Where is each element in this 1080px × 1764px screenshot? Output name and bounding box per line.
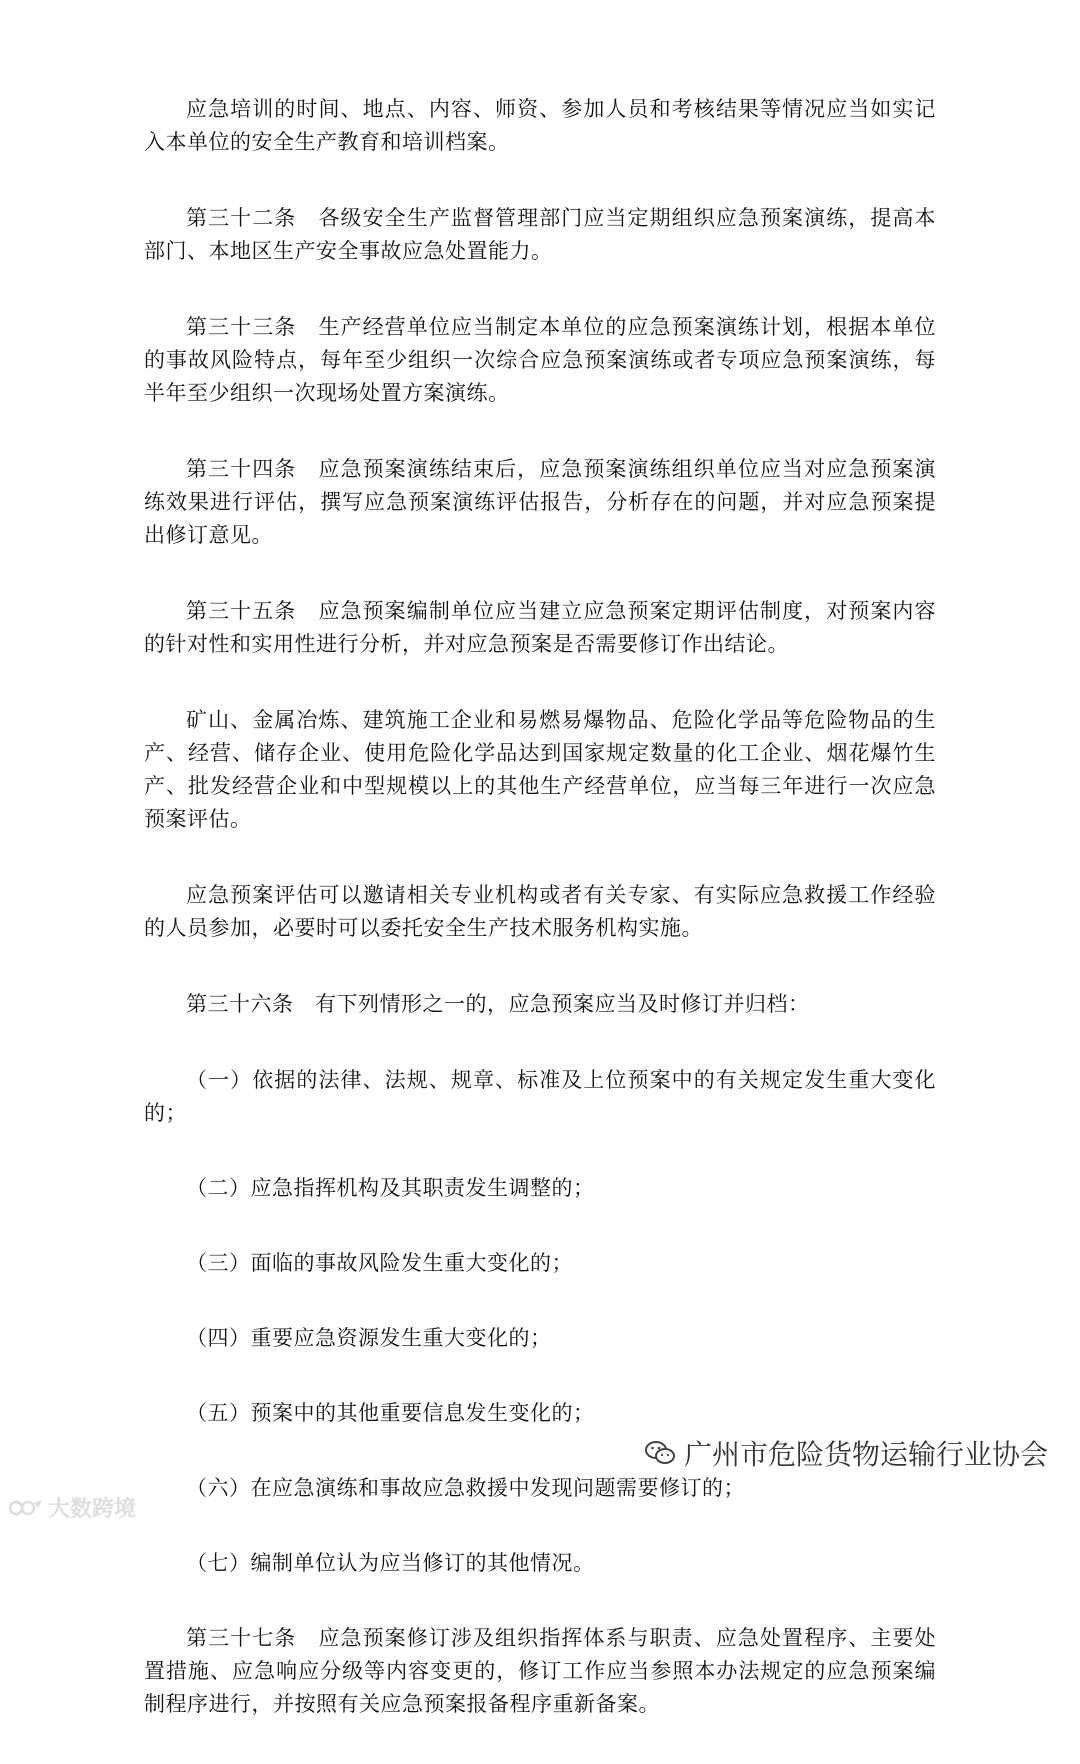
- article-34: 第三十四条 应急预案演练结束后，应急预案演练组织单位应当对应急预案演练效果进行评估，撰写应急预案演练评估报告，分析存在的问题，并对应急预案提出修订意见。: [144, 457, 936, 547]
- paragraph-evaluation-experts: 应急预案评估可以邀请相关专业机构或者有关专家、有实际应急救援工作经验的人员参加，必要时可以委托安全生产技术服务机构实施。: [144, 883, 936, 940]
- list-item-6: （六）在应急演练和事故应急救援中发现问题需要修订的；: [186, 1476, 745, 1500]
- list-item-4: （四）重要应急资源发生重大变化的；: [186, 1326, 552, 1350]
- corner-watermark: [8, 1492, 136, 1523]
- list-item-1: （一）依据的法律、法规、规章、标准及上位预案中的有关规定发生重大变化的；: [144, 1068, 936, 1125]
- bird-logo-icon: [8, 1497, 44, 1519]
- paragraph-training-records: 应急培训的时间、地点、内容、师资、参加人员和考核结果等情况应当如实记入本单位的安全生产教育和培训档案。: [144, 97, 936, 154]
- source-watermark: [644, 1433, 1048, 1473]
- list-item-5: （五）预案中的其他重要信息发生变化的；: [186, 1401, 595, 1425]
- list-item-3: （三）面临的事故风险发生重大变化的；: [186, 1251, 573, 1275]
- list-item-2: （二）应急指挥机构及其职责发生调整的；: [186, 1176, 595, 1200]
- corner-watermark-text: 大数跨境: [48, 1497, 137, 1522]
- article-32: 第三十二条 各级安全生产监督管理部门应当定期组织应急预案演练，提高本部门、本地区生产安全事故应急处置能力。: [144, 206, 936, 263]
- article-35: 第三十五条 应急预案编制单位应当建立应急预案定期评估制度，对预案内容的针对性和实用性进行分析，并对应急预案是否需要修订作出结论。: [144, 599, 936, 656]
- wechat-icon: [644, 1440, 676, 1466]
- paragraph-high-risk-enterprises: 矿山、金属冶炼、建筑施工企业和易燃易爆物品、危险化学品等危险物品的生产、经营、储存企业、使用危险化学品达到国家规定数量的化工企业、烟花爆竹生产、批发经营企业和中型规模以上的其他生产经营单位，应当每三年进行一次应急预案评估。: [144, 708, 936, 831]
- list-item-7: （七）编制单位认为应当修订的其他情况。: [186, 1551, 595, 1575]
- article-36: 第三十六条 有下列情形之一的，应急预案应当及时修订并归档：: [186, 992, 810, 1016]
- source-name: 广州市危险货物运输行业协会: [683, 1438, 1048, 1471]
- article-37: 第三十七条 应急预案修订涉及组织指挥体系与职责、应急处置程序、主要处置措施、应急响应分级等内容变更的，修订工作应当参照本办法规定的应急预案编制程序进行，并按照有关应急预案报备程序重新备案。: [144, 1626, 936, 1716]
- document-body: [144, 93, 936, 1764]
- article-33: 第三十三条 生产经营单位应当制定本单位的应急预案演练计划，根据本单位的事故风险特点，每年至少组织一次综合应急预案演练或者专项应急预案演练，每半年至少组织一次现场处置方案演练。: [144, 315, 936, 405]
